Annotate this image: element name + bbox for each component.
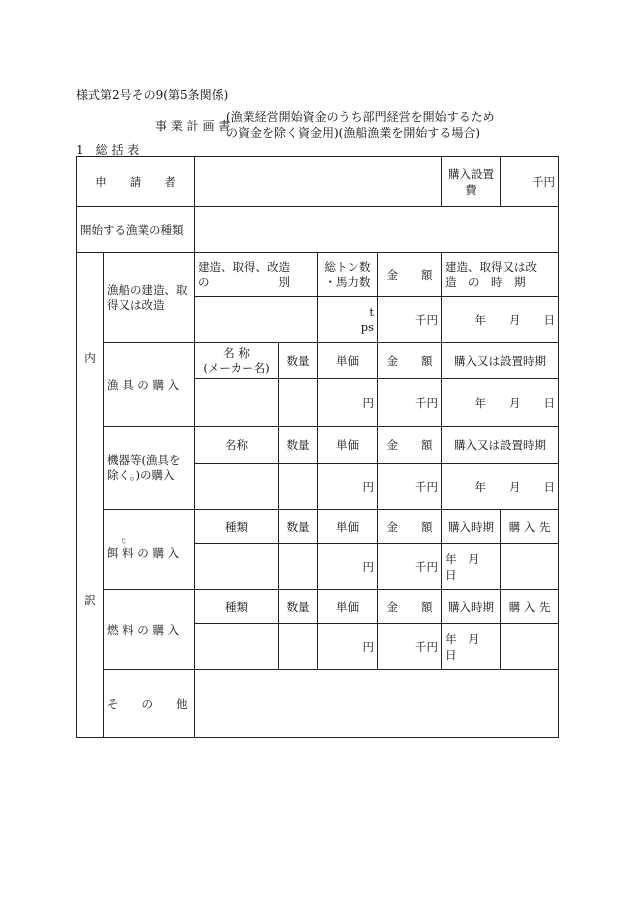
fuel-qty-header: 数量 [279,590,318,624]
vessel-tonnage-header-1: 総トン数 [324,259,371,274]
other-label: そ の 他 [104,670,195,738]
purchase-cost-label: 購入設置費 [442,157,501,207]
feed-time-header: 購入時期 [442,510,501,544]
feed-ruby: じ [121,537,128,545]
purchase-cost-field[interactable] [501,157,559,207]
fuel-time-header: 購入時期 [442,590,501,624]
vessel-tonnage-header [318,253,378,297]
gear-qty-header: 数量 [279,343,318,379]
feed-supplier-header: 購 入 先 [501,510,559,544]
feed-price-header: 単価 [318,510,378,544]
equipment-price-field[interactable] [318,464,378,510]
form-id: 様式第2号その9(第5条関係) [76,88,229,102]
breakdown-label-top: 内 [77,253,104,464]
feed-date-unit: 年 月 日 [445,551,491,582]
vessel-label: 漁船の建造、取得又は改造 [104,253,195,343]
feed-price-unit: 円 [362,559,374,574]
fuel-supplier-header: 購 入 先 [501,590,559,624]
equipment-date-unit: 年 月 日 [474,479,555,494]
vessel-time-header-1: 建造、取得又は改 [445,259,537,274]
gear-label: 漁 具 の 購 入 [104,343,195,427]
vessel-amount-header: 金 額 [378,253,442,297]
vessel-date-field[interactable] [442,297,559,343]
fuel-type-header: 種類 [195,590,279,624]
fuel-qty-field[interactable] [279,624,318,670]
equipment-date-field[interactable] [442,464,559,510]
gear-date-field[interactable] [442,379,559,427]
feed-type-field[interactable] [195,544,279,590]
equipment-amount-header: 金 額 [378,427,442,464]
gear-amount-unit: 千円 [415,395,438,410]
gear-qty-field[interactable] [279,379,318,427]
fishery-type-field[interactable] [195,207,559,253]
other-field[interactable] [195,670,559,738]
fuel-supplier-field[interactable] [501,624,559,670]
feed-label-cell [104,510,195,590]
gear-name-header-1: 名 称 [223,345,250,360]
feed-supplier-field[interactable] [501,544,559,590]
equipment-label: 機器等(漁具を除く。)の購入 [104,427,195,510]
subtitle-line-2: の資金を除く資金用)(漁船漁業を開始する場合) [226,126,481,140]
fuel-amount-unit: 千円 [415,639,438,654]
fuel-label: 燃 料 の 購 入 [104,590,195,670]
vessel-tonnage-header-2: ・馬力数 [324,274,371,289]
gear-time-header: 購入又は設置時期 [442,343,559,379]
fuel-price-header: 単価 [318,590,378,624]
gear-price-field[interactable] [318,379,378,427]
vessel-tonnage-unit-ps: ps [360,319,374,334]
feed-qty-header: 数量 [279,510,318,544]
feed-amount-header: 金 額 [378,510,442,544]
equipment-amount-field[interactable] [378,464,442,510]
fuel-type-field[interactable] [195,624,279,670]
applicant-field[interactable] [195,157,442,207]
document-title: 事 業 計 画 書 [155,119,231,133]
fuel-amount-header: 金 額 [378,590,442,624]
vessel-tonnage-field[interactable] [318,297,378,343]
feed-date-field[interactable] [442,544,501,590]
vessel-date-unit: 年 月 日 [474,312,555,327]
gear-date-unit: 年 月 日 [474,395,555,410]
feed-amount-field[interactable] [378,544,442,590]
feed-type-header: 種類 [195,510,279,544]
subtitle-line-1: (漁業経営開始資金のうち部門経営を開始するため [226,110,495,124]
vessel-type-header-1: 建造、取得、改造 [198,259,290,274]
summary-table [76,156,559,738]
breakdown-label-bottom: 訳 [77,464,104,738]
fuel-price-field[interactable] [318,624,378,670]
feed-amount-unit: 千円 [415,559,438,574]
equipment-qty-header: 数量 [279,427,318,464]
equipment-qty-field[interactable] [279,464,318,510]
vessel-time-header [442,253,559,297]
vessel-amount-field[interactable] [378,297,442,343]
gear-price-unit: 円 [362,395,374,410]
gear-amount-header: 金 額 [378,343,442,379]
vessel-type-header-2: の 別 [198,274,290,289]
purchase-cost-unit: 千円 [532,174,555,189]
vessel-tonnage-unit-t: t [369,304,374,319]
gear-amount-field[interactable] [378,379,442,427]
equipment-price-unit: 円 [362,479,374,494]
fuel-amount-field[interactable] [378,624,442,670]
feed-price-field[interactable] [318,544,378,590]
vessel-type-field[interactable] [195,297,318,343]
fishery-type-label: 開始する漁業の種類 [77,207,195,253]
equipment-price-header: 単価 [318,427,378,464]
feed-qty-field[interactable] [279,544,318,590]
equipment-name-header: 名称 [195,427,279,464]
fuel-price-unit: 円 [362,639,374,654]
gear-name-header [195,343,279,379]
gear-name-field[interactable] [195,379,279,427]
feed-label: 餌 料 の 購 入 [107,545,180,560]
vessel-amount-unit: 千円 [415,312,438,327]
vessel-type-header [195,253,318,297]
section-heading: 1 総 括 表 [76,143,140,157]
equipment-amount-unit: 千円 [415,479,438,494]
gear-price-header: 単価 [318,343,378,379]
equipment-time-header: 購入又は設置時期 [442,427,559,464]
equipment-name-field[interactable] [195,464,279,510]
fuel-date-field[interactable] [442,624,501,670]
gear-name-header-2: (メーカー名) [203,360,270,375]
applicant-label: 申 請 者 [77,157,195,207]
vessel-time-header-2: 造 の 時 期 [445,274,526,289]
fuel-date-unit: 年 月 日 [445,631,491,662]
